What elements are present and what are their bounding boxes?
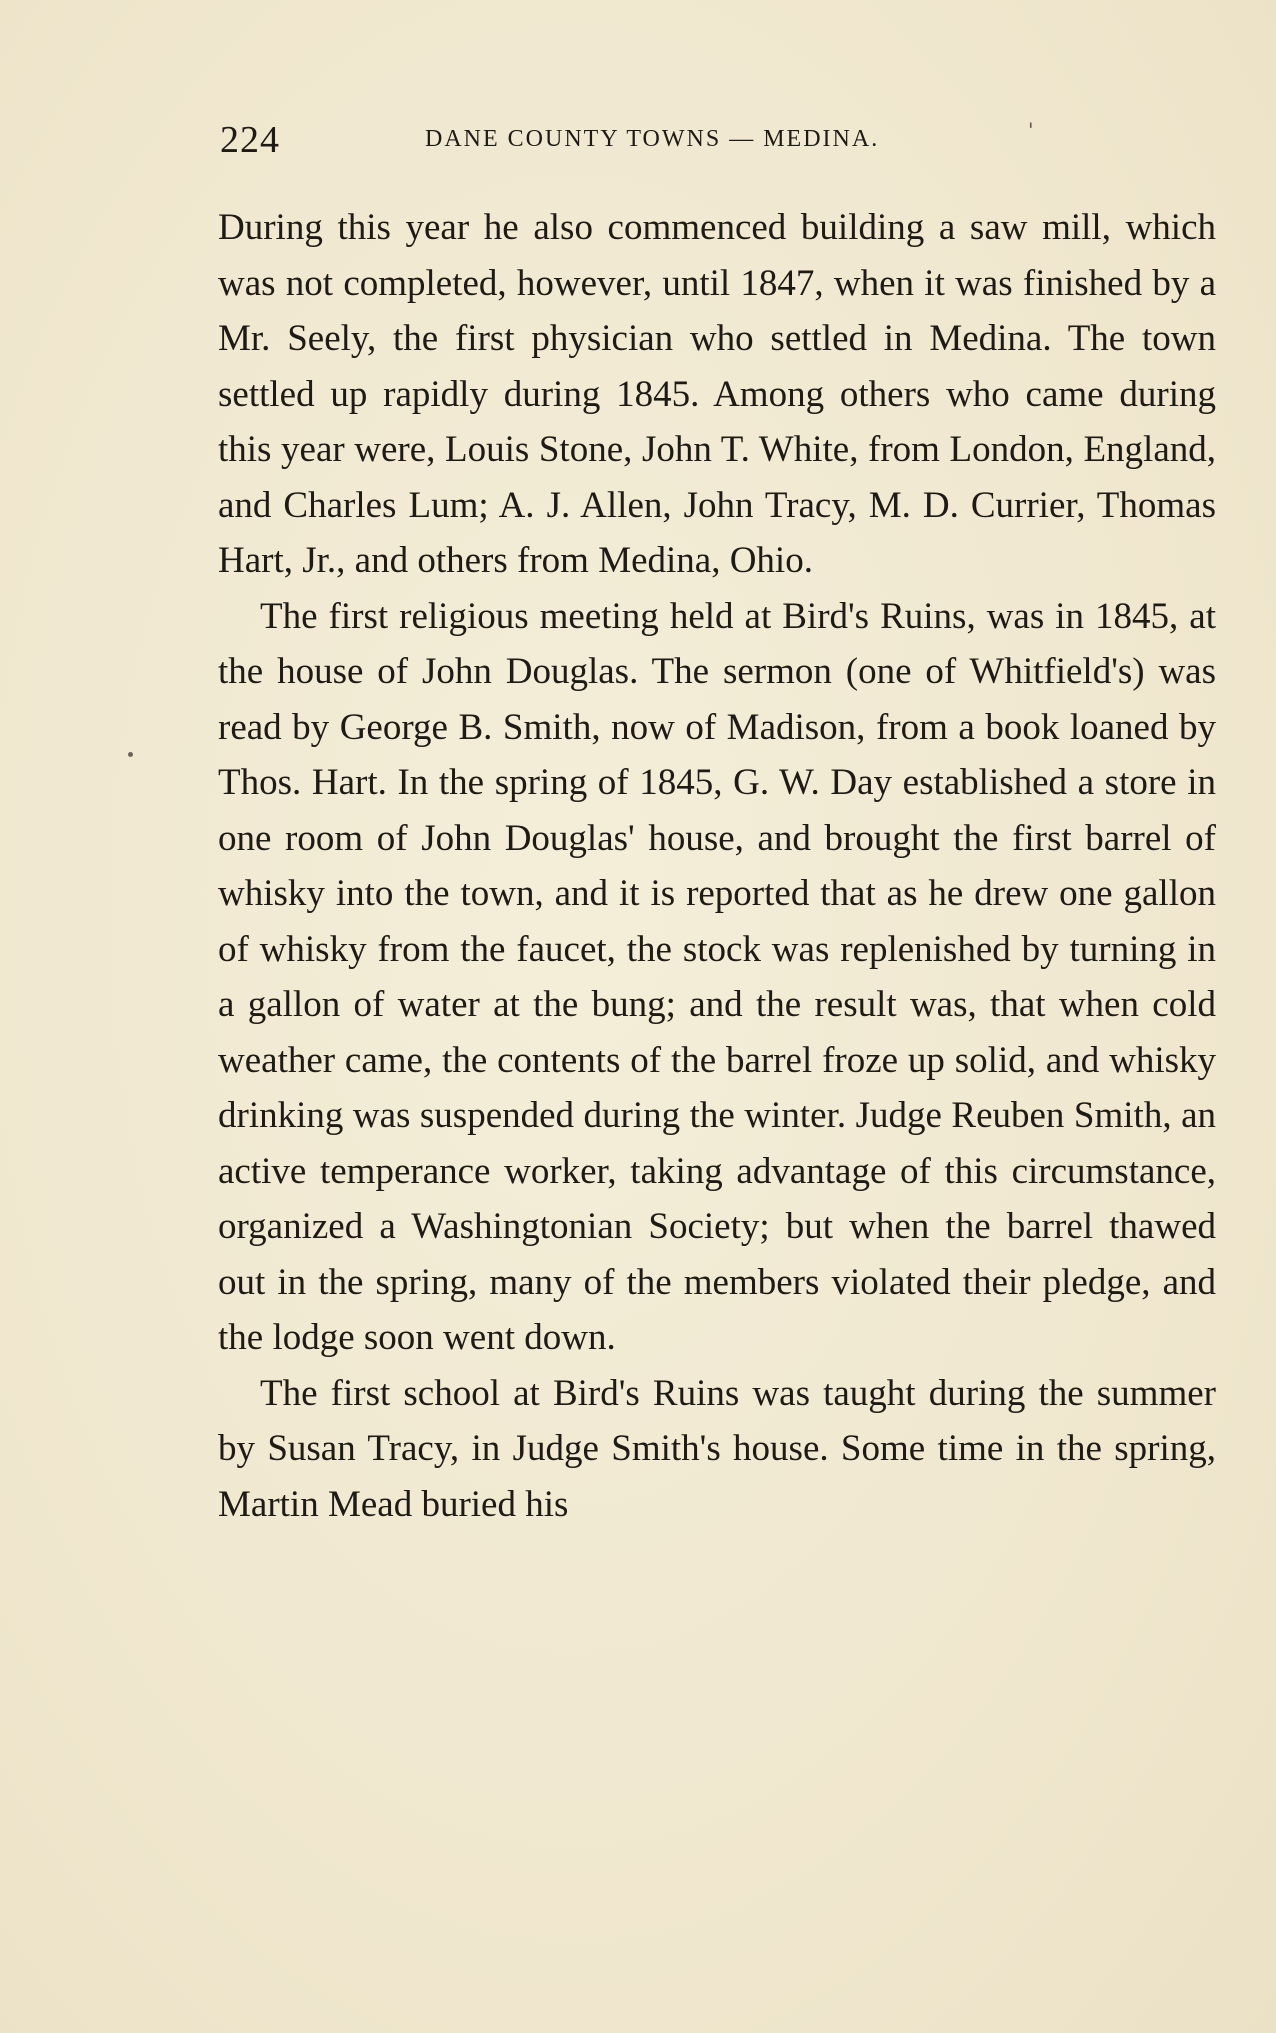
printer-mark: ' [1028,118,1034,142]
paragraph-3: The first school at Bird's Ruins was taught during the summer by Susan Tracy, in Judge Smith's house. Some time in the spring, Martin Mead buried his [218,1372,1216,1525]
paragraph-2: The first religious meeting held at Bird's Ruins, was in 1845, at the house of John Douglas. The sermon (one of Whitfield's) was read by George B. Smith, now of Madison, from a book loaned by Thos. Hart. In the spring of 1845, G. W. Day established a store in one room of John Douglas' house, and brought the first barrel of whisky into the town, and it is reported that as he drew one gallon of whisky from the faucet, the stock was replenished by turning in a gallon of water at the bung; and the result was, that when cold weather came, the contents of the barrel froze up solid, and whisky drinking was suspended during the winter. Judge Reuben Smith, an active temperance worker, taking advantage of this circumstance, organized a Washingtonian Society; but when the barrel thawed out in the spring, many of the members violated their pledge, and the lodge soon went down. [218,595,1216,1358]
paragraph-1: During this year he also commenced building a saw mill, which was not completed, however, until 1847, when it was finished by a Mr. Seely, the first physician who settled in Medina. The town settled up rapidly during 1845. Among others who came during this year were, Louis Stone, John T. White, from London, England, and Charles Lum; A. J. Allen, John Tracy, M. D. Currier, Thomas Hart, Jr., and others from Medina, Ohio. [218,207,1216,581]
page-number: 224 [220,119,280,161]
margin-speck [128,752,133,757]
running-head: DANE COUNTY TOWNS — MEDINA. [425,126,880,152]
body-text [218,200,1216,1532]
page-header [220,118,1060,168]
